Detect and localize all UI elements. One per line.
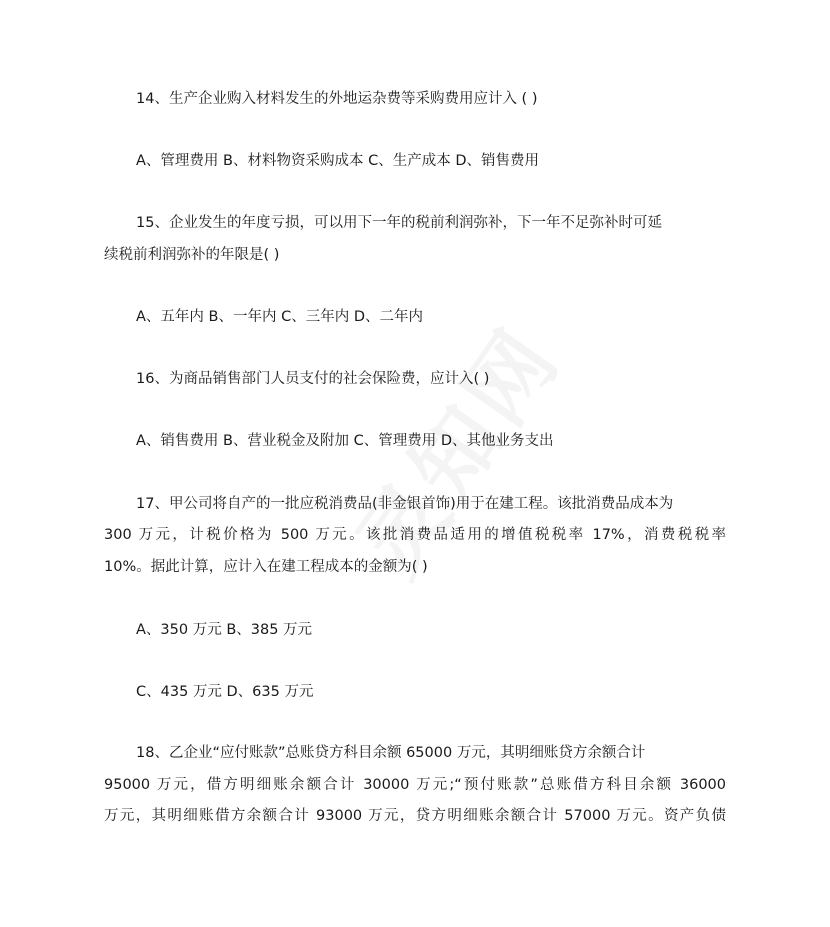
question-17-stem-line-2: 300 万元，计税价格为 500 万元。该批消费品适用的增值税税率 17%，消费税税率	[104, 527, 726, 543]
question-17-options-line-2: C、435 万元 D、635 万元	[136, 684, 314, 700]
question-18-stem-line-2: 95000 万元，借方明细账余额合计 30000 万元;“预付账款”总账借方科目余额 36000	[104, 777, 726, 793]
question-18-stem-line-1: 18、乙企业“应付账款”总账贷方科目余额 65000 万元，其明细账贷方余额合计	[136, 745, 646, 761]
question-14-stem: 14、生产企业购入材料发生的外地运杂费等采购费用应计入 ( )	[136, 91, 538, 107]
question-14-options: A、管理费用 B、材料物资采购成本 C、生产成本 D、销售费用	[136, 153, 539, 169]
question-17-stem-line-3: 10%。据此计算，应计入在建工程成本的金额为( )	[104, 559, 428, 575]
question-17-options-line-1: A、350 万元 B、385 万元	[136, 622, 313, 638]
question-15-options: A、五年内 B、一年内 C、三年内 D、二年内	[136, 309, 423, 325]
question-17-stem-line-1: 17、甲公司将自产的一批应税消费品(非金银首饰)用于在建工程。该批消费品成本为	[136, 496, 674, 512]
question-16-options: A、销售费用 B、营业税金及附加 C、管理费用 D、其他业务支出	[136, 433, 554, 449]
question-15-stem-line-2: 续税前利润弥补的年限是( )	[104, 247, 280, 263]
question-15-stem-line-1: 15、企业发生的年度亏损，可以用下一年的税前利润弥补，下一年不足弥补时可延	[136, 215, 662, 231]
question-18-stem-line-3: 万元，其明细账借方余额合计 93000 万元，贷方明细账余额合计 57000 万元。资产负债	[104, 808, 726, 824]
question-16-stem: 16、为商品销售部门人员支付的社会保险费，应计入( )	[136, 371, 490, 387]
